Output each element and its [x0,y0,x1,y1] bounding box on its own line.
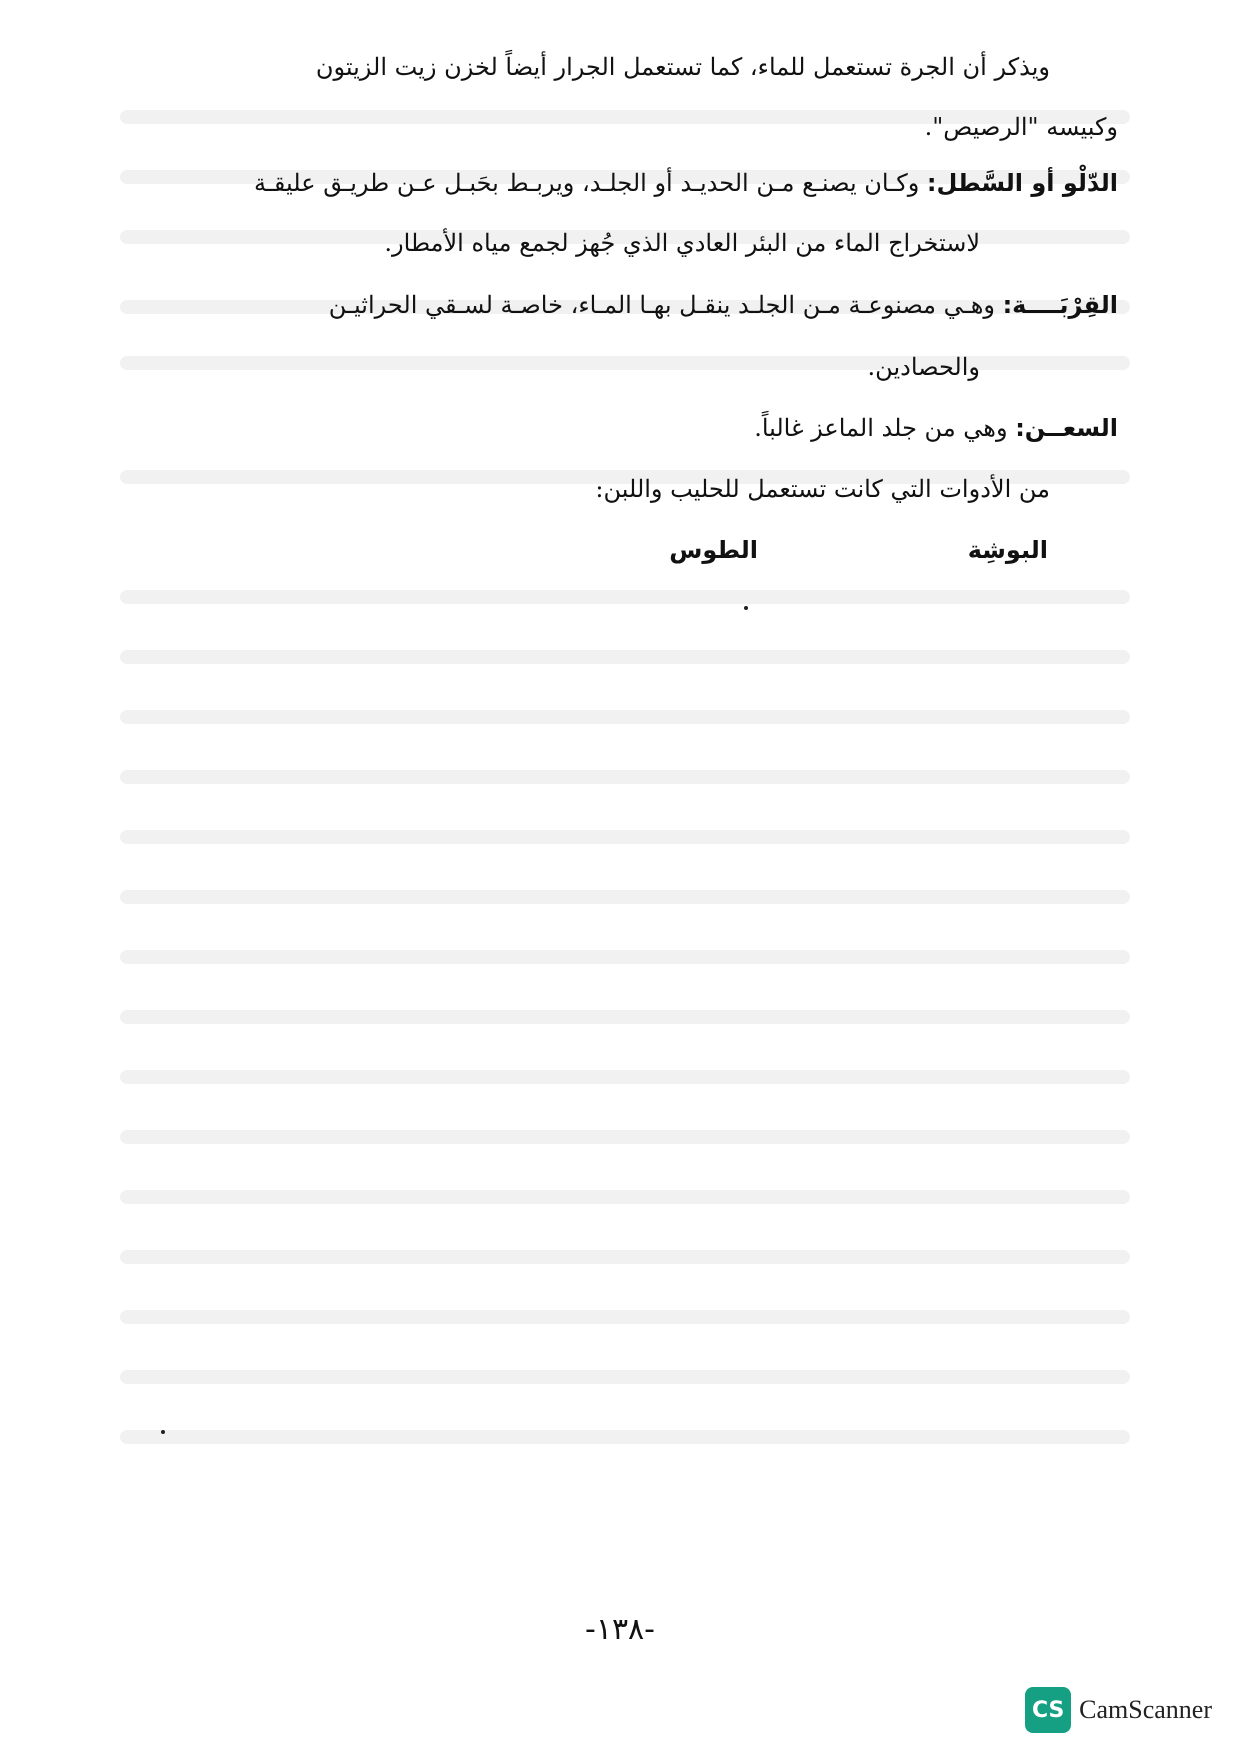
camscanner-logo-icon: CS [1025,1687,1071,1733]
page-number: -١٣٨- [585,1612,655,1647]
milk-tool-tous: الطوس [669,536,758,564]
item-dalw-term: الدّلْو أو السَّطل: [926,169,1118,197]
item-sin-line [754,413,1118,443]
item-dalw-text: وكـان يصنـع مـن الحديـد أو الجلـد، ويربـط بحَبـل عـن طريـق عليقـة [254,169,920,197]
paragraph-jar-line-1: ويذكر أن الجرة تستعمل للماء، كما تستعمل الجرار أيضاً لخزن زيت الزيتون [315,53,1050,81]
item-qirba-text: وهـي مصنوعـة مـن الجلـد ينقـل بهـا المـاء، خاصـة لسـقي الحراثيـن [328,291,995,319]
item-qirba-term: القِرْبَــــة: [1002,291,1118,319]
camscanner-watermark [1025,1687,1212,1733]
item-sin-text: وهي من جلد الماعز غالباً. [754,414,1008,442]
stray-mark [161,1430,165,1434]
item-qirba-line-2: والحصادين. [867,353,980,381]
stray-mark [744,606,748,610]
item-sin-term: السعــن: [1015,414,1118,442]
item-dalw-line-2: لاستخراج الماء من البئر العادي الذي جُهز لجمع مياه الأمطار. [384,229,980,257]
item-dalw-line-1 [254,168,1118,198]
item-qirba-line-1 [329,290,1118,320]
paragraph-jar-line-2: وكبيسه "الرصيص". [924,113,1118,141]
camscanner-brand: CamScanner [1079,1695,1212,1724]
milk-tool-bousha: البوشِة [967,536,1048,564]
milk-tools-intro: من الأدوات التي كانت تستعمل للحليب واللبن: [595,475,1050,503]
